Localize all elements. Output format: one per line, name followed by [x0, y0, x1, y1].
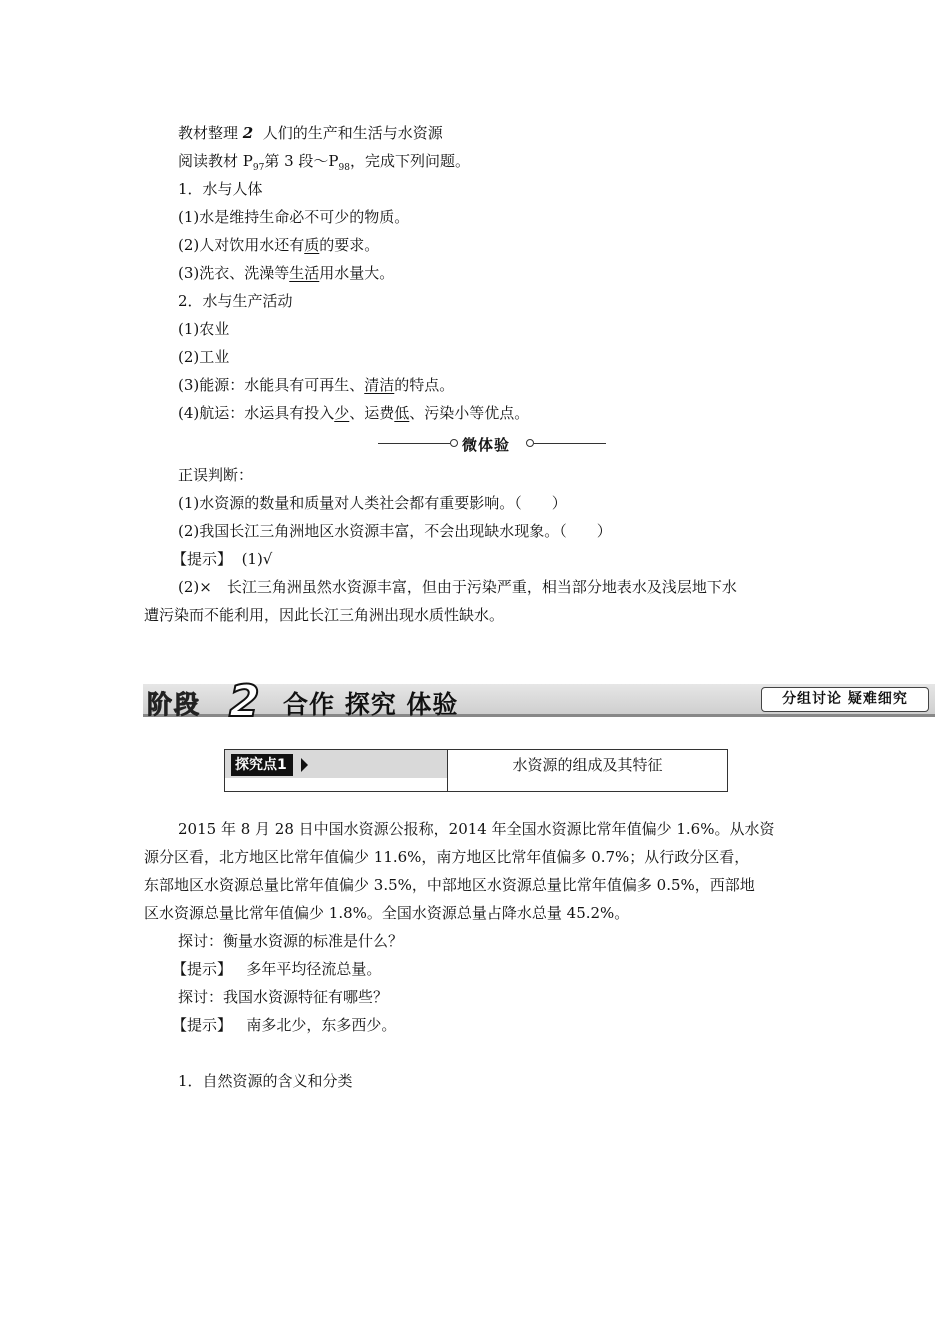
discuss-q1: 探讨：衡量水资源的标准是什么？: [178, 932, 404, 950]
hint-answer-1: [172, 549, 272, 569]
hint-text: 南多北少，东多西少。: [246, 1016, 397, 1034]
judge-q2: (2)我国长江三角洲地区水资源丰富，不会出现缺水现象。（ ）: [178, 522, 612, 540]
hint-text: 多年平均径流总量。: [246, 960, 382, 978]
para-line-3: 东部地区水资源总量比常年值偏少 3.5%，中部地区水资源总量比常年值偏多 0.5%，西部地: [144, 876, 755, 894]
stage-title: 合作 探究 体验: [283, 690, 459, 719]
reading-text-b: 第 3 段～P: [264, 152, 339, 170]
page-end-sub: 98: [338, 163, 350, 173]
stage-number: 2: [229, 676, 260, 727]
micro-experience-divider: [378, 434, 606, 454]
stage-banner: [143, 676, 935, 727]
stage-badge: 分组讨论 疑难细究: [761, 687, 929, 712]
item2-1: (1)农业: [178, 320, 230, 338]
divider-line-right: [534, 443, 606, 444]
hint-answer-2-line2: 遭污染而不能利用，因此长江三角洲出现水质性缺水。: [144, 606, 505, 624]
reading-instruction: [178, 151, 470, 178]
explore-tag: 探究点1: [231, 754, 293, 776]
divider-dot-right: [526, 439, 534, 447]
item1-1: (1)水是维持生命必不可少的物质。: [178, 208, 410, 226]
reading-text-a: 阅读教材 P: [178, 152, 253, 170]
micro-experience-label: 微体验: [462, 436, 511, 454]
para-line-4: 区水资源总量比常年值偏少 1.8%。全国水资源总量占降水总量 45.2%。: [144, 904, 630, 922]
next-item-title: 1．自然资源的含义和分类: [178, 1072, 353, 1090]
discuss-q2: 探讨：我国水资源特征有哪些？: [178, 988, 389, 1006]
explore-tag-arrow-icon: [301, 758, 308, 772]
para-line-2: 源分区看，北方地区比常年值偏少 11.6%，南方地区比常年值偏多 0.7%；从行政分区看，: [144, 848, 750, 866]
text: (2)人对饮用水还有: [178, 236, 305, 254]
para-line-1: 2015 年 8 月 28 日中国水资源公报称，2014 年全国水资源比常年值偏少 1.6%。从水资: [178, 820, 775, 838]
stage-label: 阶段: [147, 690, 202, 719]
item2-title: 2．水与生产活动: [178, 292, 293, 310]
text: 、污染小等优点。: [409, 404, 530, 422]
discuss-a1: [172, 959, 381, 979]
page-start-sub: 97: [252, 163, 265, 173]
section-heading: [178, 123, 443, 143]
hint-text: (1)√: [241, 550, 273, 568]
item2-3: [178, 375, 454, 395]
hint-label: 【提示】: [172, 1016, 233, 1034]
explore-title: 水资源的组成及其特征: [512, 756, 663, 774]
reading-text-c: ，完成下列问题。: [349, 152, 470, 170]
text: (3)能源：水能具有可再生、: [178, 376, 365, 394]
blank-answer: 质: [304, 236, 320, 254]
judge-q1: (1)水资源的数量和质量对人类社会都有重要影响。（ ）: [178, 494, 567, 512]
text: 的要求。: [319, 236, 380, 254]
discuss-a2: [172, 1015, 396, 1035]
blank-answer: 生活: [289, 264, 320, 282]
hint-label: 【提示】: [172, 550, 233, 568]
divider-line-left: [378, 443, 450, 444]
item1-3: [178, 263, 394, 283]
judge-title: 正误判断：: [178, 466, 254, 484]
heading-prefix: 教材整理: [178, 124, 239, 142]
blank-answer: 低: [394, 404, 410, 422]
heading-number: 2: [242, 124, 254, 142]
item1-2: [178, 235, 379, 255]
hint-answer-2-line1: (2)× 长江三角洲虽然水资源丰富，但由于污染严重，相当部分地表水及浅层地下水: [178, 578, 737, 596]
item2-2: (2)工业: [178, 348, 230, 366]
text: (4)航运：水运具有投入: [178, 404, 335, 422]
hint-label: 【提示】: [172, 960, 233, 978]
text: 、运费: [349, 404, 395, 422]
text: (3)洗衣、洗澡等: [178, 264, 290, 282]
explore-point-box: [224, 749, 728, 792]
text: 用水量大。: [319, 264, 395, 282]
blank-answer: 少: [334, 404, 350, 422]
blank-answer: 清洁: [364, 376, 395, 394]
item2-4: [178, 403, 529, 423]
item1-title: 1．水与人体: [178, 180, 263, 198]
heading-title: 人们的生产和生活与水资源: [262, 124, 443, 142]
divider-dot-left: [450, 439, 458, 447]
text: 的特点。: [394, 376, 455, 394]
